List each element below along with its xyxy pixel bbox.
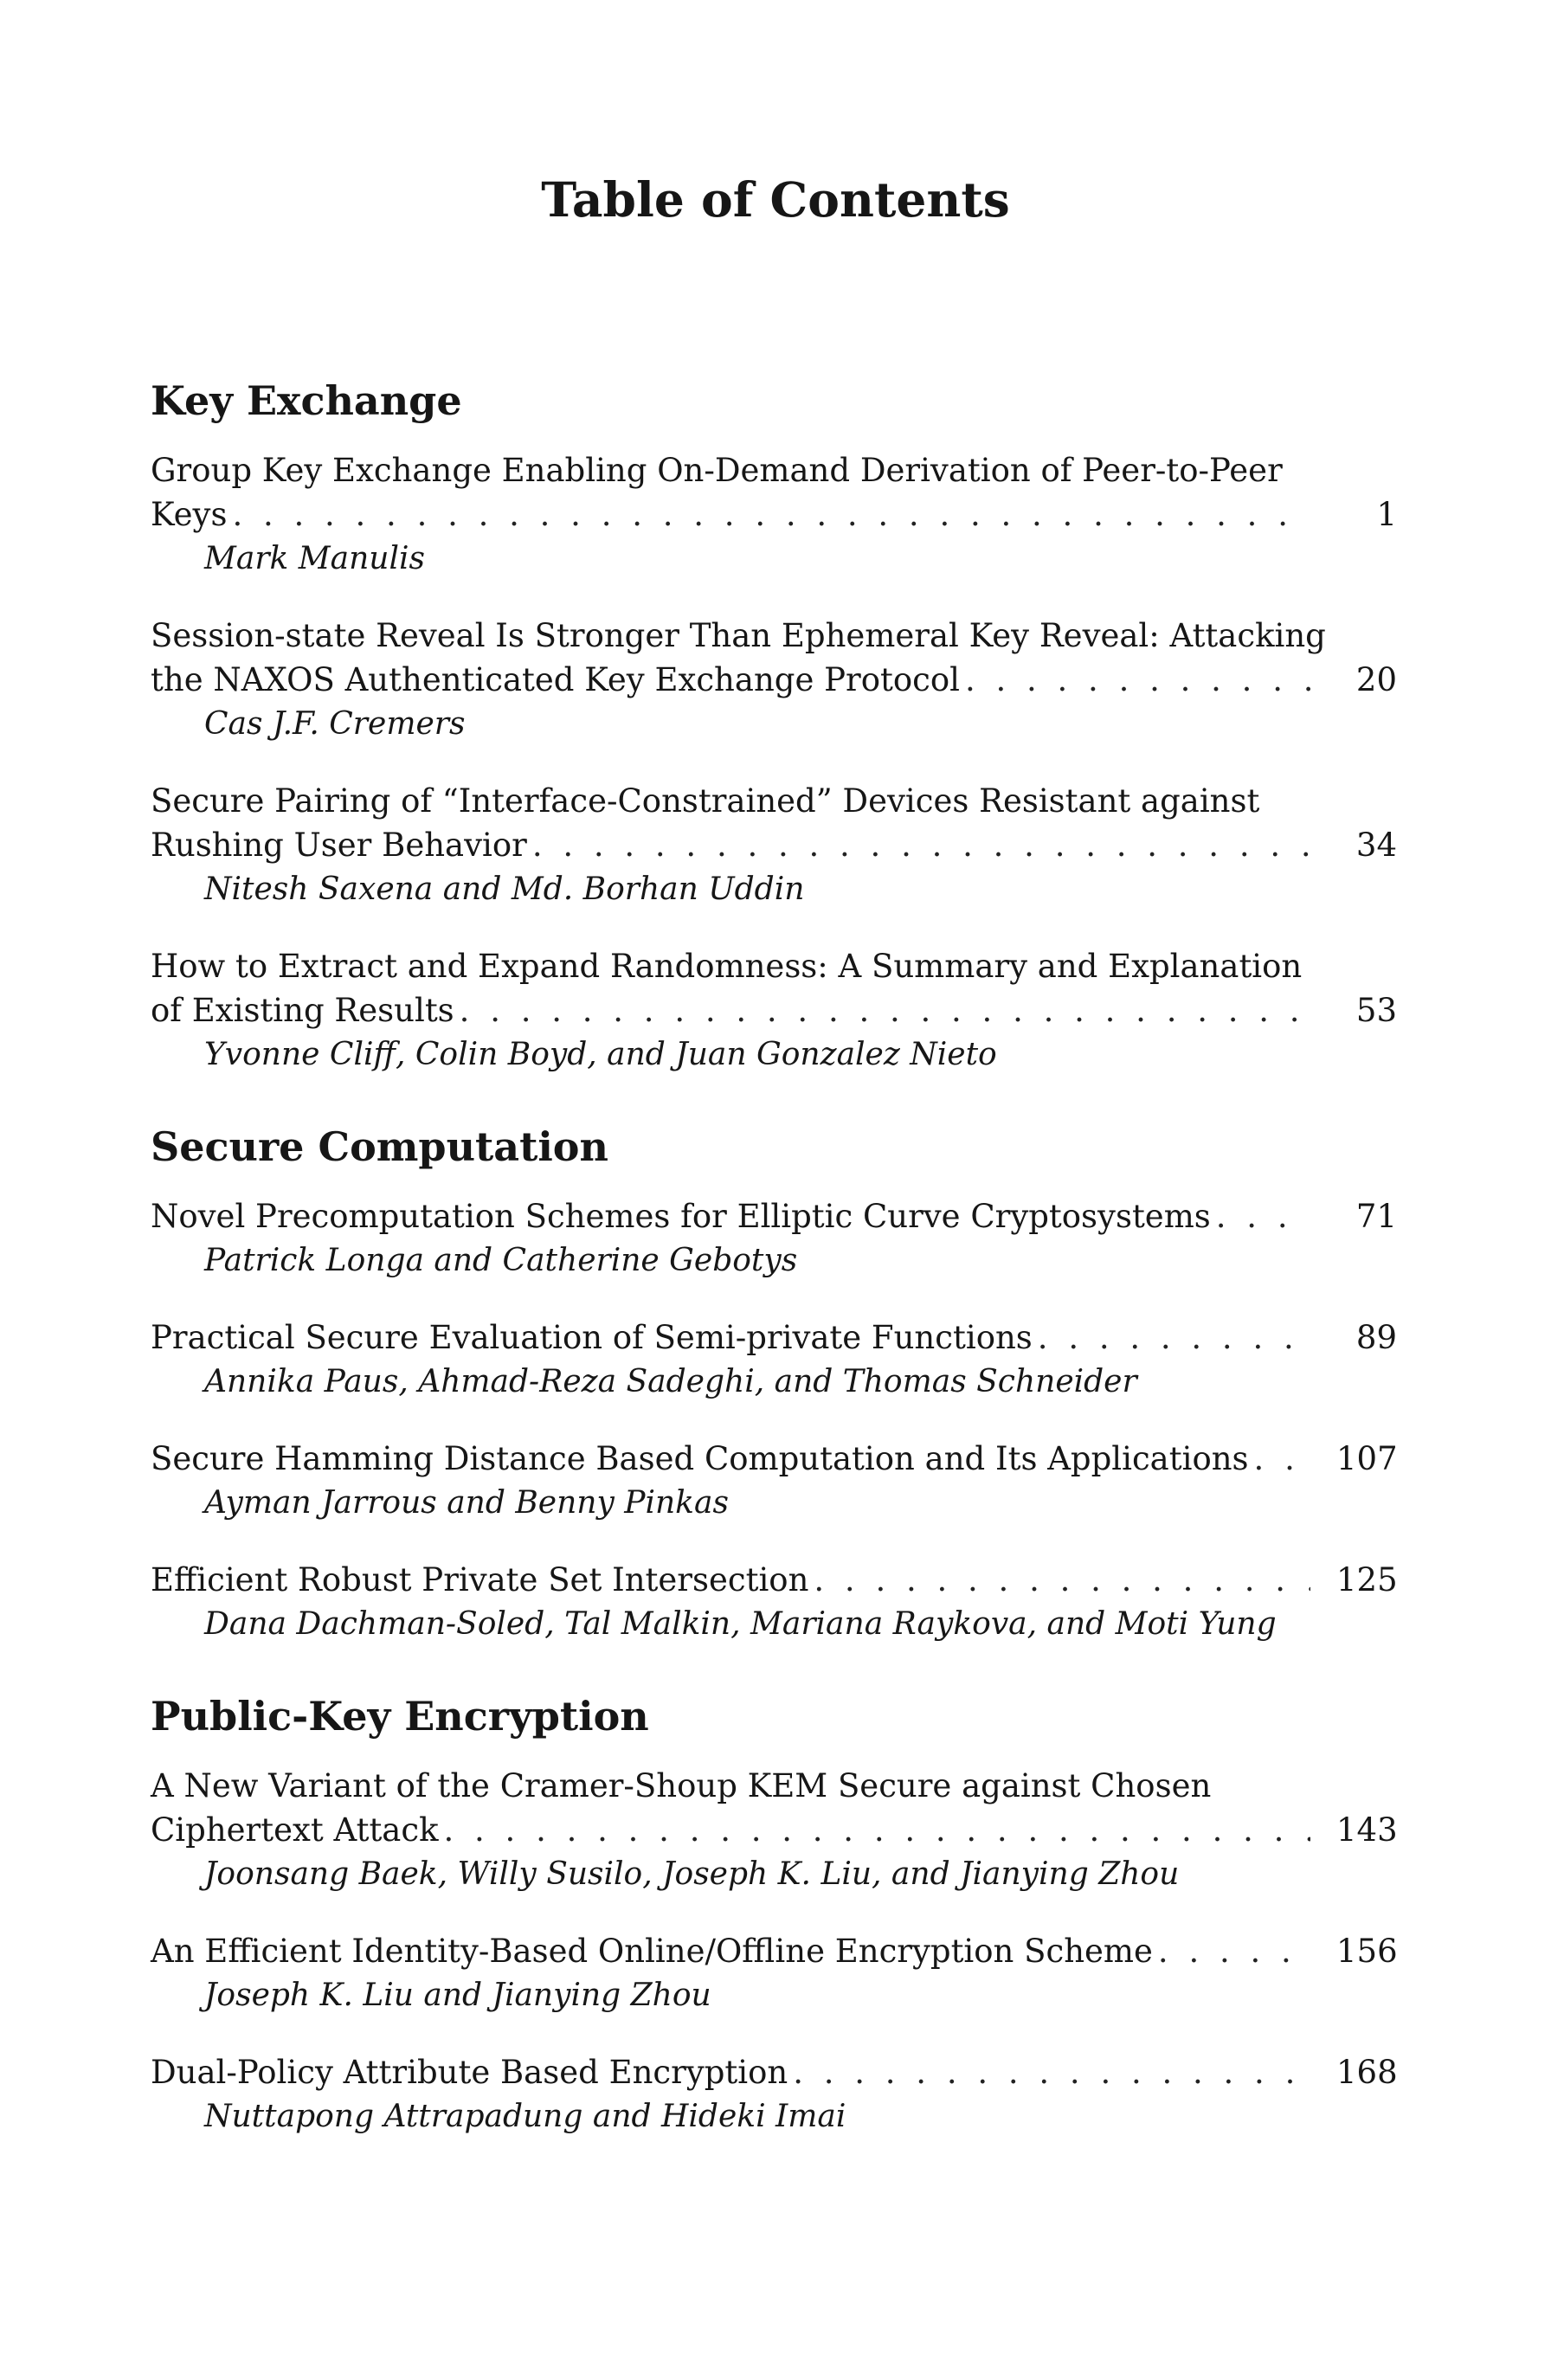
entry-authors: Mark Manulis [204, 541, 425, 576]
toc-entry[interactable] [151, 2050, 1397, 2139]
toc-section [151, 1120, 1397, 1646]
entry-leader-line [151, 988, 1397, 1032]
section-heading: Public-Key Encryption [151, 1693, 649, 1740]
dot-leader [1158, 1929, 1310, 1973]
page-number: 20 [1355, 661, 1397, 698]
dot-leader [1254, 1437, 1310, 1481]
toc-section [151, 1689, 1397, 2139]
entry-authors: Nitesh Saxena and Md. Borhan Uddin [204, 872, 805, 907]
section-heading: Secure Computation [151, 1123, 608, 1170]
entry-leader-line [151, 1558, 1397, 1602]
entry-title-line: How to Extract and Expand Randomness: A Summary and Explanation [151, 948, 1303, 985]
page-number: 89 [1355, 1319, 1397, 1356]
entry-leader-text: Secure Hamming Distance Based Computation and Its Applications [151, 1440, 1249, 1477]
entry-leader-text: Dual-Policy Attribute Based Encryption [151, 2054, 788, 2091]
entry-authors: Yvonne Cliff, Colin Boyd, and Juan Gonzalez Nieto [204, 1037, 997, 1072]
page-number: 107 [1336, 1440, 1398, 1477]
entry-leader-line [151, 823, 1397, 867]
entry-authors: Joseph K. Liu and Jianying Zhou [204, 1978, 711, 2013]
entry-title-line: Session-state Reveal Is Stronger Than Ephemeral Key Reveal: Attacking [151, 617, 1326, 654]
toc-entry[interactable] [151, 1764, 1397, 1896]
entry-leader-line [151, 658, 1397, 702]
entry-authors: Cas J.F. Cremers [204, 706, 466, 742]
toc-entry[interactable] [151, 1315, 1397, 1404]
dot-leader [232, 492, 1310, 537]
entry-leader-line [151, 1437, 1397, 1481]
entry-leader-text: Novel Precomputation Schemes for Elliptic Curve Cryptosystems [151, 1198, 1211, 1235]
dot-leader [965, 658, 1310, 702]
entry-authors: Nuttapong Attrapadung and Hideki Imai [204, 2099, 846, 2134]
page-number: 53 [1355, 992, 1397, 1029]
dot-leader [444, 1808, 1310, 1852]
page-number: 71 [1355, 1198, 1397, 1235]
entry-authors: Dana Dachman-Soled, Tal Malkin, Mariana Raykova, and Moti Yung [204, 1606, 1277, 1642]
entry-leader-text: An Efficient Identity-Based Online/Offline Encryption Scheme [151, 1933, 1153, 1970]
section-heading: Key Exchange [151, 377, 462, 424]
entry-leader-text: Ciphertext Attack [151, 1811, 439, 1849]
toc-entry[interactable] [151, 448, 1397, 581]
entry-authors: Joonsang Baek, Willy Susilo, Joseph K. Liu, and Jianying Zhou [204, 1856, 1180, 1892]
toc-content [151, 374, 1397, 2182]
page-number: 125 [1336, 1561, 1398, 1598]
page-number: 143 [1336, 1811, 1398, 1849]
toc-entry[interactable] [151, 944, 1397, 1077]
toc-entry[interactable] [151, 1194, 1397, 1283]
toc-section [151, 374, 1397, 1077]
entry-leader-text: Rushing User Behavior [151, 827, 527, 864]
entry-authors: Ayman Jarrous and Benny Pinkas [204, 1485, 729, 1521]
entry-leader-line [151, 1929, 1397, 1973]
entry-authors: Patrick Longa and Catherine Gebotys [204, 1243, 798, 1278]
entry-title-line: Secure Pairing of “Interface-Constrained” Devices Resistant against [151, 782, 1260, 820]
toc-entry[interactable] [151, 779, 1397, 911]
entry-leader-line [151, 492, 1397, 537]
entry-leader-line [151, 1194, 1397, 1238]
entry-leader-text: Practical Secure Evaluation of Semi-private Functions [151, 1319, 1033, 1356]
entry-title-line: A New Variant of the Cramer-Shoup KEM Secure against Chosen [151, 1767, 1212, 1804]
entry-leader-text: Efficient Robust Private Set Intersection [151, 1561, 809, 1598]
toc-entry[interactable] [151, 1929, 1397, 2017]
page-number: 34 [1355, 827, 1397, 864]
page-title: Table of Contents [541, 171, 1010, 228]
page-number: 1 [1376, 496, 1397, 533]
entry-leader-text: Keys [151, 496, 228, 533]
toc-entry[interactable] [151, 1558, 1397, 1646]
dot-leader [814, 1558, 1310, 1602]
dot-leader [1216, 1194, 1310, 1238]
page-number: 168 [1336, 2054, 1398, 2091]
entry-leader-line [151, 2050, 1397, 2094]
entry-leader-text: of Existing Results [151, 992, 454, 1029]
dot-leader [1038, 1315, 1310, 1360]
entry-leader-line [151, 1808, 1397, 1852]
dot-leader [532, 823, 1310, 867]
toc-entry[interactable] [151, 1437, 1397, 1525]
entry-title-line: Group Key Exchange Enabling On-Demand Derivation of Peer-to-Peer [151, 452, 1283, 489]
entry-leader-text: the NAXOS Authenticated Key Exchange Protocol [151, 661, 960, 698]
dot-leader [793, 2050, 1310, 2094]
page-number: 156 [1336, 1933, 1398, 1970]
entry-leader-line [151, 1315, 1397, 1360]
dot-leader [460, 988, 1310, 1032]
entry-authors: Annika Paus, Ahmad-Reza Sadeghi, and Thomas Schneider [204, 1364, 1137, 1399]
toc-entry[interactable] [151, 614, 1397, 746]
